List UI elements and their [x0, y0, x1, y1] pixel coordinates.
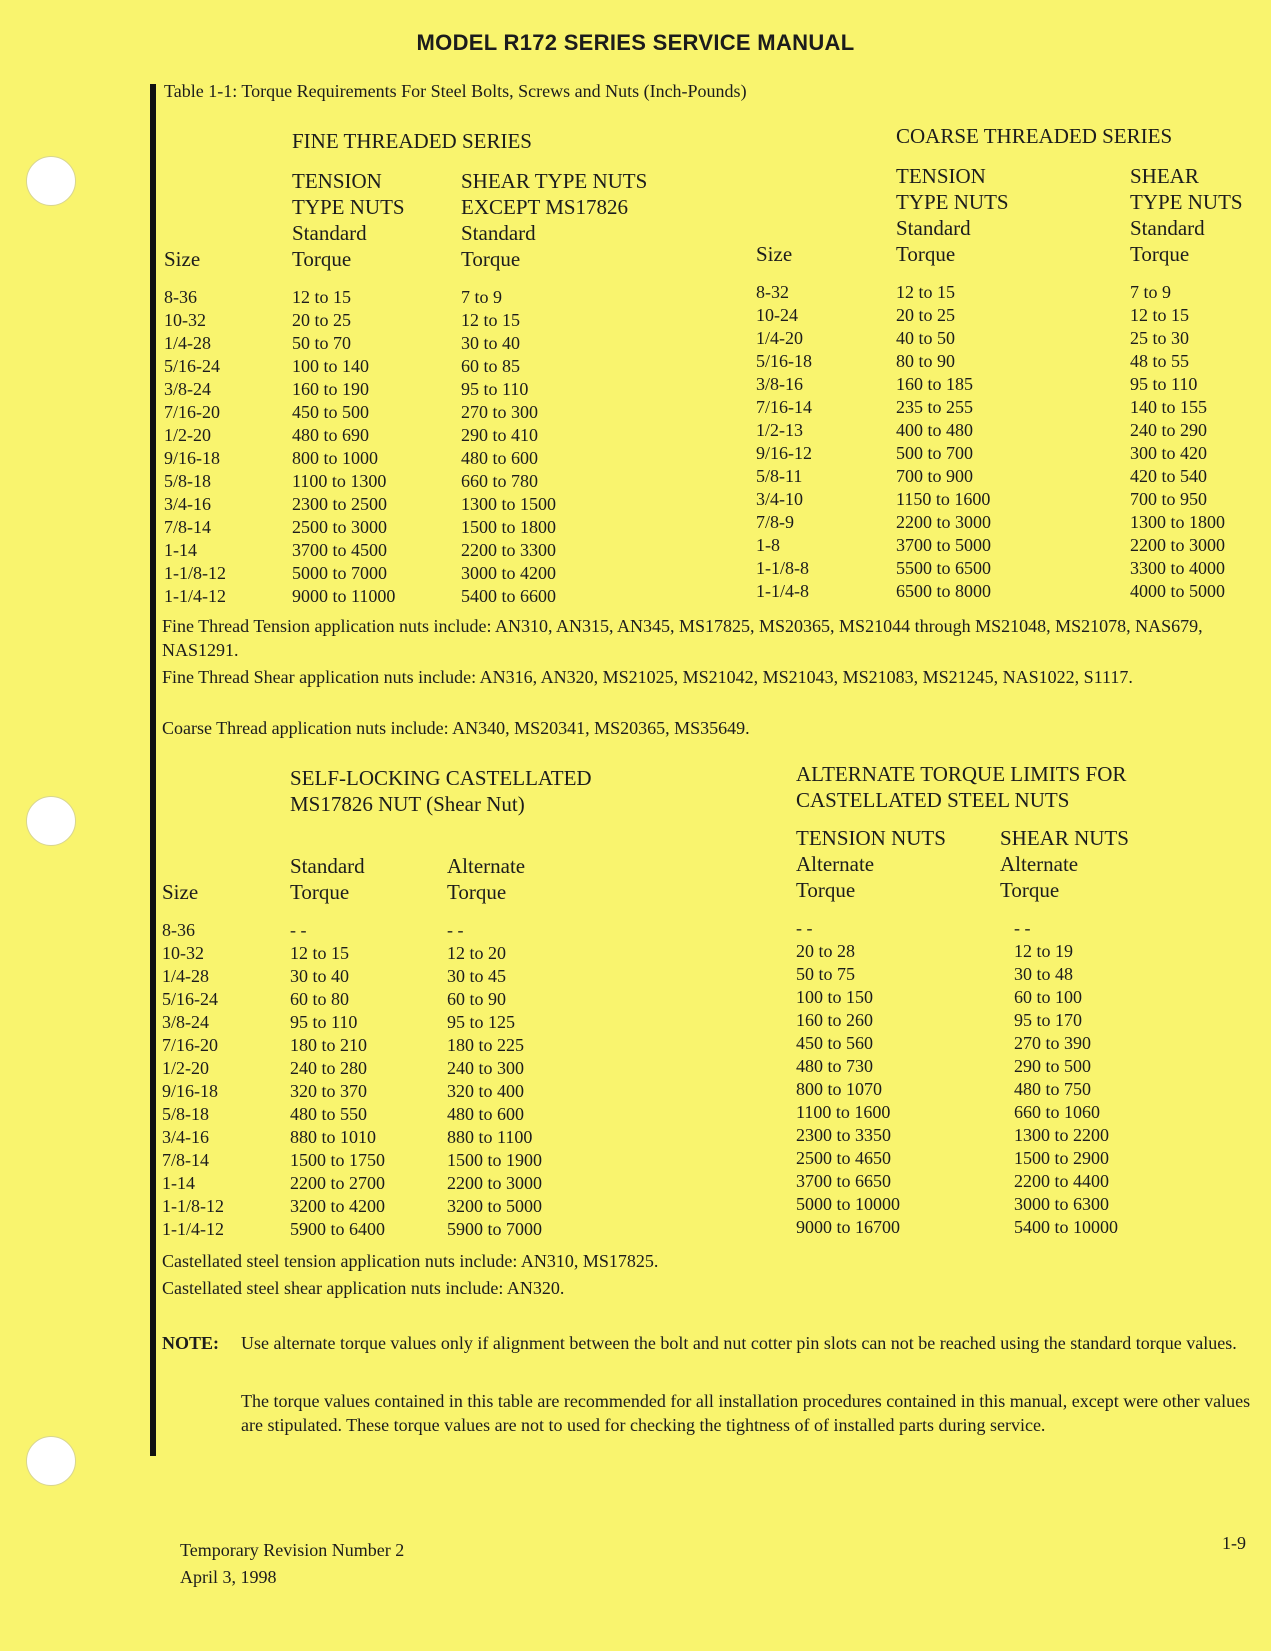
header-line: TYPE NUTS [896, 190, 1009, 214]
alternate-shear-header [1000, 825, 1129, 903]
table-cell: 7 to 9 [461, 287, 503, 307]
table-cell: 12 to 15 [292, 287, 352, 307]
table-cell: 2300 to 2500 [292, 494, 388, 514]
table-cell: 50 to 75 [796, 964, 856, 984]
table-cell: 20 to 28 [796, 941, 856, 961]
table-cell: 5900 to 6400 [290, 1219, 386, 1239]
revision-date: April 3, 1998 [180, 1567, 277, 1587]
table-cell: 1/4-20 [756, 328, 803, 348]
table-cell: 12 to 15 [290, 943, 350, 963]
header-line: SHEAR [1130, 164, 1199, 188]
table-cell: 95 to 110 [290, 1012, 358, 1032]
table-cell: 5500 to 6500 [896, 558, 992, 578]
table-cell: 480 to 550 [290, 1104, 368, 1124]
table-cell: 12 to 15 [1130, 305, 1190, 325]
coarse-sizes-column [756, 281, 812, 603]
castellated-size-header: Size [162, 880, 199, 904]
table-cell: 7/16-20 [162, 1035, 218, 1055]
table-cell: 7 to 9 [1130, 282, 1172, 302]
table-cell: 880 to 1010 [290, 1127, 377, 1147]
table-cell: 140 to 155 [1130, 397, 1208, 417]
header-line: Alternate [796, 852, 875, 876]
table-cell: 9/16-12 [756, 443, 812, 463]
table-cell: 270 to 390 [1014, 1033, 1092, 1053]
castellated-title [290, 765, 592, 817]
coarse-series-title: COARSE THREADED SERIES [896, 124, 1173, 148]
table-cell: 1/4-28 [164, 333, 211, 353]
table-cell: 240 to 290 [1130, 420, 1208, 440]
header-line: TENSION [292, 169, 382, 193]
table-cell: 30 to 45 [447, 966, 507, 986]
fine-size-header: Size [164, 247, 201, 271]
table-cell: 700 to 950 [1130, 489, 1208, 509]
table-cell: 1/4-28 [162, 966, 209, 986]
table-cell: - - [447, 920, 464, 940]
table-cell: 2200 to 4400 [1014, 1171, 1110, 1191]
table-cell: 3700 to 5000 [896, 535, 992, 555]
table-cell: 1/2-20 [164, 425, 211, 445]
header-line: SHEAR TYPE NUTS [461, 169, 648, 193]
header-line: TYPE NUTS [292, 195, 405, 219]
coarse-size-header: Size [756, 242, 793, 266]
table-cell: 3300 to 4000 [1130, 558, 1226, 578]
table-cell: 5/8-18 [164, 471, 211, 491]
table-cell: 700 to 900 [896, 466, 974, 486]
table-cell: 3200 to 5000 [447, 1196, 543, 1216]
header-line: Standard [292, 221, 367, 245]
table-cell: 9000 to 11000 [292, 586, 396, 606]
table-cell: 80 to 90 [896, 351, 956, 371]
table-cell: 12 to 15 [896, 282, 956, 302]
table-cell: 3/4-16 [164, 494, 211, 514]
header-line: TENSION NUTS [796, 826, 946, 850]
header-line: Standard [461, 221, 536, 245]
table-cell: 10-32 [162, 943, 204, 963]
table-cell: 8-32 [756, 282, 789, 302]
header-line: Torque [290, 880, 350, 904]
table-cell: 12 to 15 [461, 310, 521, 330]
table-cell: 3/8-16 [756, 374, 803, 394]
fine-tension-header [292, 168, 405, 272]
table-cell: 5/16-18 [756, 351, 812, 371]
table-cell: 1-1/8-8 [756, 558, 809, 578]
fine-sizes-column [164, 286, 226, 608]
table-caption: Table 1-1: Torque Requirements For Steel Bolts, Screws and Nuts (Inch-Pounds) [164, 81, 747, 101]
fine-shear-header [461, 168, 647, 272]
table-cell: 1500 to 2900 [1014, 1148, 1110, 1168]
alternate-tension-column [796, 917, 900, 1239]
table-cell: 1-8 [756, 535, 780, 555]
castellated-standard-column [290, 919, 385, 1241]
table-cell: 3/4-16 [162, 1127, 209, 1147]
table-cell: 2500 to 3000 [292, 517, 388, 537]
table-cell: 5/16-24 [164, 356, 220, 376]
header-line: Torque [1130, 242, 1190, 266]
title-line: MS17826 NUT (Shear Nut) [290, 792, 525, 816]
table-cell: 3/4-10 [756, 489, 803, 509]
table-cell: 270 to 300 [461, 402, 539, 422]
header-line: Alternate [447, 854, 526, 878]
table-cell: 500 to 700 [896, 443, 974, 463]
page-title: MODEL R172 SERIES SERVICE MANUAL [416, 30, 855, 55]
table-cell: 660 to 780 [461, 471, 539, 491]
coarse-note: Coarse Thread application nuts include: AN340, MS20341, MS20365, MS35649. [162, 718, 750, 738]
table-cell: 25 to 30 [1130, 328, 1190, 348]
table-cell: 660 to 1060 [1014, 1102, 1101, 1122]
table-cell: 95 to 110 [1130, 374, 1198, 394]
table-cell: 240 to 280 [290, 1058, 368, 1078]
header-line: Torque [292, 247, 352, 271]
table-cell: 95 to 170 [1014, 1010, 1083, 1030]
fine-tension-note: Fine Thread Tension application nuts include: AN310, AN315, AN345, MS17825, MS20365, MS21044 through MS21048, MS21078, NAS679, NAS1291. [162, 616, 1203, 660]
alternate-shear-column [1014, 917, 1118, 1239]
table-cell: 1300 to 2200 [1014, 1125, 1110, 1145]
table-cell: 160 to 190 [292, 379, 370, 399]
table-cell: 50 to 70 [292, 333, 352, 353]
table-cell: 1100 to 1600 [796, 1102, 891, 1122]
table-cell: 100 to 150 [796, 987, 874, 1007]
table-cell: 9/16-18 [164, 448, 220, 468]
castellated-alternate-column [447, 919, 542, 1241]
table-cell: 7/16-20 [164, 402, 220, 422]
header-line: TYPE NUTS [1130, 190, 1243, 214]
table-cell: 1-14 [162, 1173, 195, 1193]
table-cell: - - [290, 920, 307, 940]
table-cell: 2300 to 3350 [796, 1125, 892, 1145]
table-cell: 300 to 420 [1130, 443, 1208, 463]
table-cell: 800 to 1070 [796, 1079, 883, 1099]
header-line: Standard [896, 216, 971, 240]
table-cell: 320 to 400 [447, 1081, 525, 1101]
table-cell: 8-36 [162, 920, 195, 940]
table-cell: 1150 to 1600 [896, 489, 991, 509]
header-line: SHEAR NUTS [1000, 826, 1129, 850]
table-cell: 6500 to 8000 [896, 581, 992, 601]
table-cell: 5000 to 7000 [292, 563, 388, 583]
table-cell: 5/8-11 [756, 466, 803, 486]
revision-bar [150, 84, 156, 1456]
table-cell: 30 to 40 [461, 333, 521, 353]
table-cell: 400 to 480 [896, 420, 974, 440]
header-line: EXCEPT MS17826 [461, 195, 629, 219]
table-cell: 30 to 48 [1014, 964, 1074, 984]
note-label: NOTE: [162, 1333, 220, 1353]
note-paragraph-1: Use alternate torque values only if alignment between the bolt and nut cotter pin slots can not be reached using the standard torque values. [241, 1333, 1237, 1353]
table-cell: 480 to 600 [461, 448, 539, 468]
table-cell: 290 to 500 [1014, 1056, 1092, 1076]
table-cell: 2200 to 3300 [461, 540, 557, 560]
table-cell: 3700 to 6650 [796, 1171, 892, 1191]
table-cell: 30 to 40 [290, 966, 350, 986]
table-cell: 60 to 90 [447, 989, 507, 1009]
binder-hole-top [26, 156, 76, 206]
table-cell: 2200 to 3000 [447, 1173, 543, 1193]
binder-hole-middle [26, 796, 76, 846]
table-cell: - - [796, 918, 813, 938]
table-cell: 1/2-20 [162, 1058, 209, 1078]
table-cell: 60 to 100 [1014, 987, 1083, 1007]
table-cell: 450 to 500 [292, 402, 370, 422]
table-cell: 1500 to 1750 [290, 1150, 386, 1170]
fine-shear-note: Fine Thread Shear application nuts include: AN316, AN320, MS21025, MS21042, MS21043, MS21083, MS21245, NAS1022, S1117. [162, 667, 1133, 687]
header-line: TENSION [896, 164, 986, 188]
table-cell: 180 to 210 [290, 1035, 368, 1055]
table-cell: 1300 to 1800 [1130, 512, 1226, 532]
table-cell: 2200 to 3000 [896, 512, 992, 532]
alternate-limits-title [796, 761, 1126, 813]
alternate-tension-header [796, 825, 946, 903]
header-line: Standard [1130, 216, 1205, 240]
castellated-standard-header [290, 853, 365, 905]
table-cell: 1-1/8-12 [164, 563, 226, 583]
castellated-shear-note: Castellated steel shear application nuts include: AN320. [162, 1278, 565, 1298]
table-cell: 7/8-9 [756, 512, 794, 532]
title-line: ALTERNATE TORQUE LIMITS FOR [796, 762, 1127, 786]
revision-number: Temporary Revision Number 2 [180, 1540, 405, 1560]
binder-hole-bottom [26, 1436, 76, 1486]
table-cell: 48 to 55 [1130, 351, 1190, 371]
table-cell: 1-1/8-12 [162, 1196, 224, 1216]
table-cell: 160 to 185 [896, 374, 974, 394]
title-line: SELF-LOCKING CASTELLATED [290, 766, 592, 790]
table-cell: 3000 to 4200 [461, 563, 557, 583]
table-cell: 5400 to 10000 [1014, 1217, 1119, 1237]
table-cell: 290 to 410 [461, 425, 539, 445]
table-cell: 1300 to 1500 [461, 494, 557, 514]
table-cell: 12 to 19 [1014, 941, 1074, 961]
table-cell: 95 to 110 [461, 379, 529, 399]
table-cell: 235 to 255 [896, 397, 974, 417]
table-cell: 60 to 80 [290, 989, 350, 1009]
table-cell: - - [1014, 918, 1031, 938]
table-cell: 7/16-14 [756, 397, 812, 417]
fine-series-title: FINE THREADED SERIES [292, 129, 532, 153]
table-cell: 240 to 300 [447, 1058, 525, 1078]
table-cell: 5400 to 6600 [461, 586, 557, 606]
table-cell: 1-1/4-12 [162, 1219, 224, 1239]
table-cell: 1-1/4-8 [756, 581, 809, 601]
table-cell: 5900 to 7000 [447, 1219, 543, 1239]
table-cell: 1100 to 1300 [292, 471, 387, 491]
table-cell: 480 to 730 [796, 1056, 874, 1076]
coarse-tension-column [896, 281, 991, 603]
table-cell: 12 to 20 [447, 943, 507, 963]
table-cell: 9/16-18 [162, 1081, 218, 1101]
table-cell: 180 to 225 [447, 1035, 525, 1055]
coarse-tension-header [896, 163, 1009, 267]
coarse-shear-column [1130, 281, 1225, 603]
table-cell: 2500 to 4650 [796, 1148, 892, 1168]
header-line: Alternate [1000, 852, 1079, 876]
page-number: 1-9 [1222, 1533, 1246, 1553]
table-cell: 450 to 560 [796, 1033, 874, 1053]
table-cell: 160 to 260 [796, 1010, 874, 1030]
table-cell: 3700 to 4500 [292, 540, 388, 560]
fine-tension-column [292, 286, 395, 608]
table-cell: 10-24 [756, 305, 798, 325]
table-cell: 60 to 85 [461, 356, 521, 376]
table-cell: 480 to 690 [292, 425, 370, 445]
table-cell: 5/8-18 [162, 1104, 209, 1124]
table-cell: 420 to 540 [1130, 466, 1208, 486]
table-cell: 5000 to 10000 [796, 1194, 901, 1214]
table-cell: 880 to 1100 [447, 1127, 533, 1147]
table-cell: 100 to 140 [292, 356, 370, 376]
table-cell: 3000 to 6300 [1014, 1194, 1110, 1214]
table-cell: 3/8-24 [162, 1012, 209, 1032]
header-line: Torque [447, 880, 507, 904]
coarse-shear-header [1130, 163, 1243, 267]
table-cell: 1-1/4-12 [164, 586, 226, 606]
header-line: Standard [290, 854, 365, 878]
header-line: Torque [796, 878, 856, 902]
table-cell: 1-14 [164, 540, 197, 560]
table-cell: 9000 to 16700 [796, 1217, 901, 1237]
table-cell: 5/16-24 [162, 989, 218, 1009]
table-cell: 4000 to 5000 [1130, 581, 1226, 601]
header-line: Torque [896, 242, 956, 266]
table-cell: 1/2-13 [756, 420, 803, 440]
table-cell: 7/8-14 [164, 517, 211, 537]
header-line: Torque [461, 247, 521, 271]
title-line: CASTELLATED STEEL NUTS [796, 788, 1070, 812]
castellated-alternate-header [447, 853, 525, 905]
table-cell: 480 to 600 [447, 1104, 525, 1124]
table-cell: 1500 to 1900 [447, 1150, 543, 1170]
note-paragraph-2: The torque values contained in this table are recommended for all installation procedures contained in this manual, except were other values are stipulated. These torque values are not to used for checking the tightness of of installed parts during service. [241, 1391, 1251, 1435]
table-cell: 3/8-24 [164, 379, 211, 399]
castellated-sizes-column [162, 919, 224, 1241]
header-line: Torque [1000, 878, 1060, 902]
table-cell: 40 to 50 [896, 328, 956, 348]
table-cell: 8-36 [164, 287, 197, 307]
table-cell: 1500 to 1800 [461, 517, 557, 537]
table-cell: 320 to 370 [290, 1081, 368, 1101]
castellated-tension-note: Castellated steel tension application nuts include: AN310, MS17825. [162, 1251, 659, 1271]
table-cell: 3200 to 4200 [290, 1196, 386, 1216]
table-cell: 480 to 750 [1014, 1079, 1092, 1099]
table-cell: 2200 to 3000 [1130, 535, 1226, 555]
table-cell: 7/8-14 [162, 1150, 209, 1170]
table-cell: 10-32 [164, 310, 206, 330]
table-cell: 95 to 125 [447, 1012, 516, 1032]
table-cell: 20 to 25 [292, 310, 352, 330]
table-cell: 800 to 1000 [292, 448, 379, 468]
table-cell: 20 to 25 [896, 305, 956, 325]
fine-shear-column [461, 286, 556, 608]
table-cell: 2200 to 2700 [290, 1173, 386, 1193]
